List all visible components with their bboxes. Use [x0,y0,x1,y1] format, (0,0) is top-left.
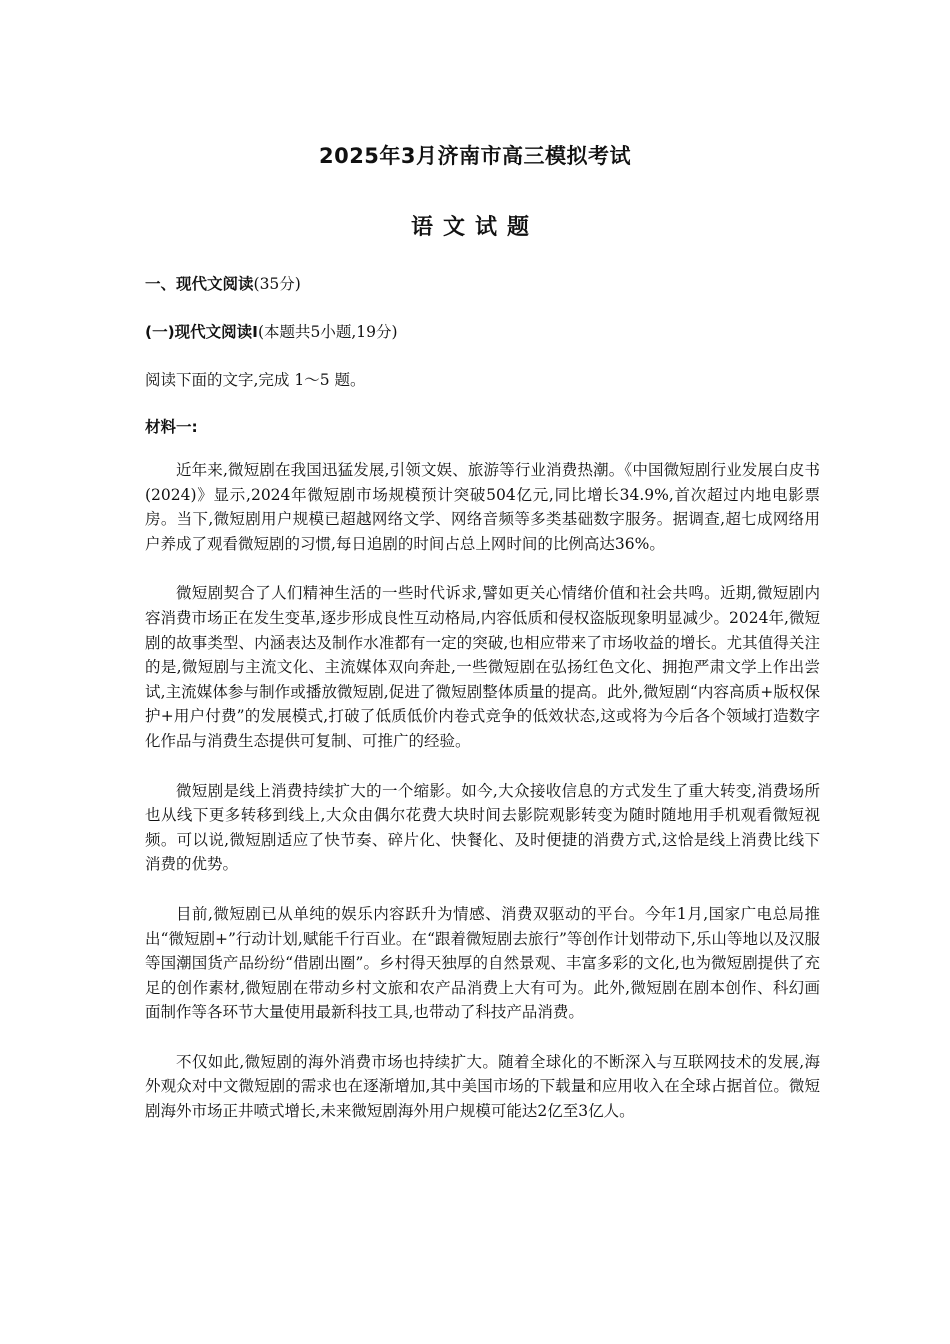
section-heading [145,272,301,294]
paragraph: 目前,微短剧已从单纯的娱乐内容跃升为情感、消费双驱动的平台。今年1月,国家广电总局推出“微短剧+”行动计划,赋能千行百业。在“跟着微短剧去旅行”等创作计划带动下,乐山等地以及汉服等国潮国货产品纷纷“借剧出圈”。乡村得天独厚的自然景观、丰富多彩的文化,也为微短剧提供了充足的创作素材,微短剧在带动乡村文旅和农产品消费上大有可为。此外,微短剧在剧本创作、科幻画面制作等各环节大量使用最新科技工具,也带动了科技产品消费。 [145,904,820,1022]
reading-instruction: 阅读下面的文字,完成 1～5 题。 [145,371,366,389]
subsection-heading [145,320,398,342]
paragraph: 微短剧契合了人们精神生活的一些时代诉求,譬如更关心情绪价值和社会共鸣。近期,微短剧内容消费市场正在发生变革,逐步形成良性互动格局,内容低质和侵权盗版现象明显减少。2024年,微短剧的故事类型、内涵表达及制作水准都有一定的突破,也相应带来了市场收益的增长。尤其值得关注的是,微短剧与主流文化、主流媒体双向奔赴,一些微短剧在弘扬红色文化、拥抱严肃文学上作出尝试,主流媒体参与制作或播放微短剧,促进了微短剧整体质量的提高。此外,微短剧“内容高质+版权保护+用户付费”的发展模式,打破了低质低价内卷式竞争的低效状态,这或将为今后各个领域打造数字化作品与消费生态提供可复制、可推广的经验。 [145,584,820,750]
paragraph: 不仅如此,微短剧的海外消费市场也持续扩大。随着全球化的不断深入与互联网技术的发展,海外观众对中文微短剧的需求也在逐渐增加,其中美国市场的下载量和应用收入在全球占据首位。微短剧海外市场正井喷式增长,未来微短剧海外用户规模可能达2亿至3亿人。 [145,1052,820,1121]
section-title: 一、现代文阅读 [145,275,254,293]
material-body [145,458,820,1149]
section-points: (35分) [253,275,301,293]
subject-title: 语文试题 [410,215,539,240]
paragraph: 微短剧是线上消费持续扩大的一个缩影。如今,大众接收信息的方式发生了重大转变,消费场所也从线下更多转移到线上,大众由偶尔花费大块时间去影院观影转变为随时随地用手机观看微短视频。可以说,微短剧适应了快节奏、碎片化、快餐化、及时便捷的消费方式,这恰是线上消费比线下消费的优势。 [145,781,820,874]
subsection-title: (一)现代文阅读Ⅰ [145,323,258,341]
paragraph: 近年来,微短剧在我国迅猛发展,引领文娱、旅游等行业消费热潮。《中国微短剧行业发展白皮书(2024)》显示,2024年微短剧市场规模预计突破504亿元,同比增长34.9%,首次超过内地电影票房。当下,微短剧用户规模已超越网络文学、网络音频等多类基础数字服务。据调查,超七成网络用户养成了观看微短剧的习惯,每日追剧的时间占总上网时间的比例高达36%。 [145,461,820,553]
exam-title: 2025年3月济南市高三模拟考试 [318,144,632,168]
material-label: 材料一: [145,418,198,436]
subsection-note: (本题共5小题,19分) [257,323,398,341]
